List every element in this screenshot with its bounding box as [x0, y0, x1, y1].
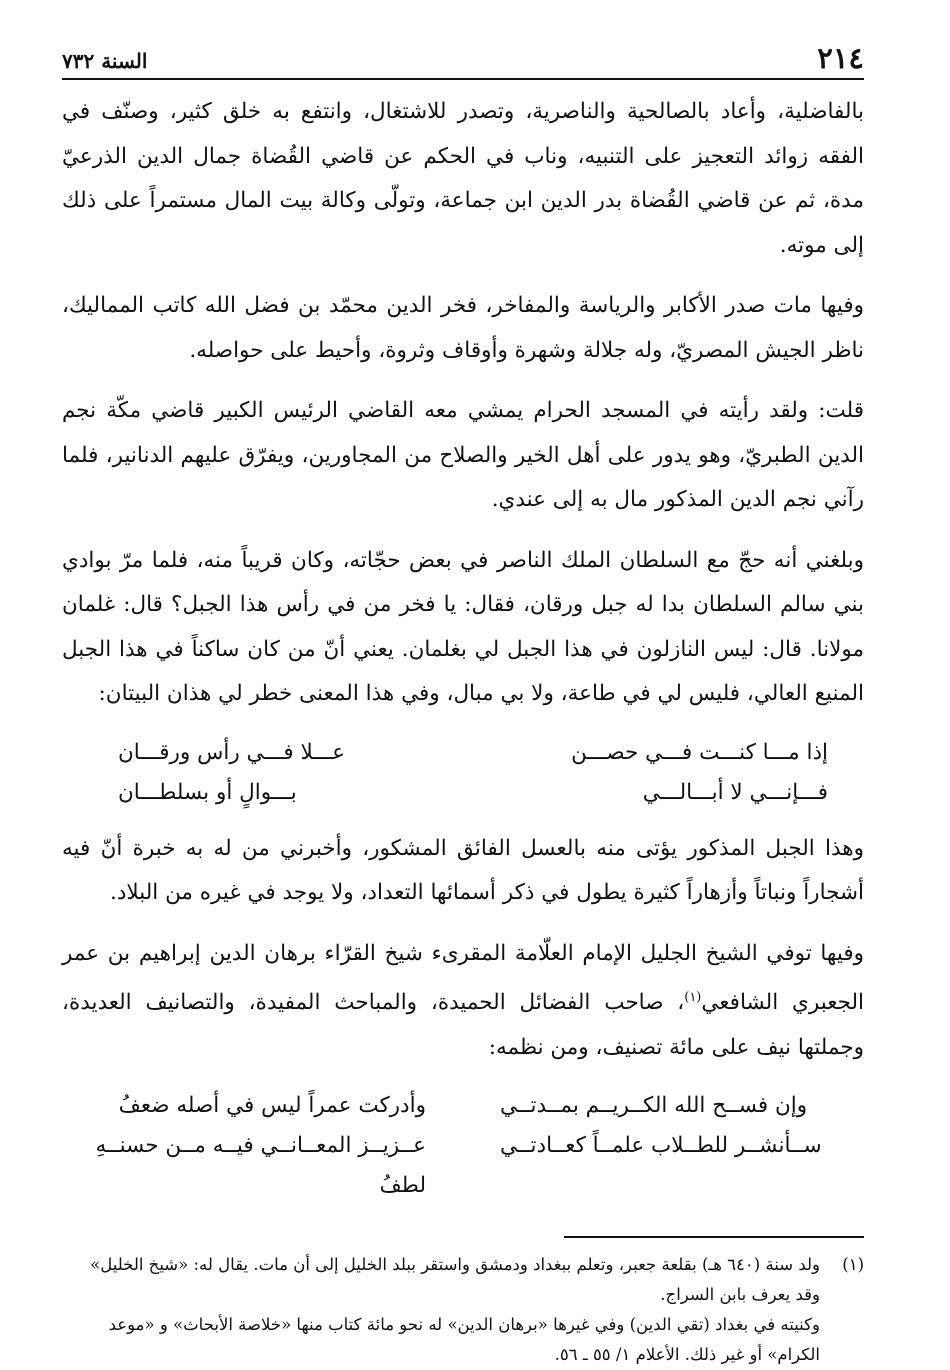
paragraph: بالفاضلية، وأعاد بالصالحية والناصرية، وتصدر للاشتغال، وانتفع به خلق كثير، وصنّف في الفقه زوائد التعجيز على التنبيه، وناب في الحكم عن قاضي القُضاة جمال الدين الذرعيّ مدة، ثم عن قاضي القُضاة بدر الدين ابن جماعة، وتولّى وكالة بيت المال مستمراً على ذلك إلى موته. [62, 99, 864, 258]
paragraph: قلت: ولقد رأيته في المسجد الحرام يمشي معه القاضي الرئيس الكبير قاضي مكّة نجم الدين الطبريّ، وهو يدور على أهل الخير والصلاح من المجاورين، ويفرّق عليهم الدنانير، فلما رآني نجم الدين المذكور مال به إلى عندي. [62, 398, 864, 512]
verse-second-hemistich: عـــلا فـــي رأس ورقـــان [118, 739, 346, 765]
book-page [62, 34, 864, 1370]
verse-line [62, 1086, 864, 1126]
footnotes [62, 1250, 864, 1370]
verse-first-hemistich: ســأنشــر للطــلاب علمــاً كعــادتــي [500, 1133, 822, 1159]
paragraph-text: وفيها توفي الشيخ الجليل الإمام العلّامة المقرىء شيخ القرّاء برهان الدين إبراهيم بن عمر الجعبري الشافعي [62, 940, 864, 1016]
verse-second-hemistich: عــزيــز المعــانــي فيــه مــن حسنــهِ لطفُ [95, 1133, 426, 1199]
verse-line [62, 733, 864, 773]
paragraph: وهذا الجبل المذكور يؤتى منه بالعسل الفائق المشكور، وأخبرني من له به خبرة أنّ فيه أشجاراً ونباتاً وأزهاراً كثيرة يطول في ذكر أسمائها التعداد، ولا يوجد في غيره من البلاد. [62, 835, 864, 905]
verse-second-hemistich: وأدركت عمراً ليس في أصله ضعفُ [118, 1093, 426, 1119]
verse-line [62, 773, 864, 813]
verse-first-hemistich: إذا مـــا كنـــت فـــي حصـــن [571, 739, 828, 765]
verse-line [62, 1126, 864, 1206]
paragraph: وفيها مات صدر الأكابر والرياسة والمفاخر، فخر الدين محمّد بن فضل الله كاتب المماليك، ناظر الجيش المصريّ، وله جلالة وشهرة وأوقاف وثروة، وأحيط على حواصله. [62, 293, 864, 363]
page-header [62, 34, 864, 80]
verse-first-hemistich: وإن فســح الله الكــريــم بمــدتــي [500, 1093, 808, 1119]
paragraph-text: ، صاحب الفضائل الحميدة، والمباحث المفيدة، والتصانيف العديدة، وجملتها نيف على مائة تصنيف، ومن نظمه: [62, 990, 864, 1060]
poem-verses [62, 733, 864, 813]
footnote-divider [564, 1236, 864, 1238]
paragraph-scholar [62, 932, 864, 1071]
footnote-reference: (١) [684, 990, 702, 1005]
page-body [62, 90, 864, 1206]
footnote-text: ولد سنة (٦٤٠ هـ) بقلعة جعبر، وتعلم ببغداد ودمشق واستقر ببلد الخليل إلى أن مات. يقال له: «شيخ الخليل» وقد يعرف بابن السراج. [90, 1255, 820, 1305]
footnote-continuation: وكنيته في بغداد (تقي الدين) وفي غيرها «برهان الدين» له نحو مائة كتاب منها «خلاصة الأبحاث» و «موعد الكرام» أو غير ذلك. الأعلام ١/ ٥٥ ـ ٥٦. [108, 1315, 820, 1365]
footnote [62, 1250, 864, 1310]
running-title-year: السنة ٧٣٢ [62, 49, 148, 73]
verse-second-hemistich: بـــوالٍ أو بسلطـــان [118, 779, 297, 805]
paragraph: وبلغني أنه حجّ مع السلطان الملك الناصر في بعض حجّاته، وكان قريباً منه، فلما مرّ بوادي بني سالم السلطان بدا له جبل ورقان، فقال: يا فخر من في رأس هذا الجبل؟ قال: غلمان مولانا. قال: ليس النازلون في هذا الجبل لي بغلمان. يعني أنّ من كان ساكناً في هذا الجبل المنيع العالي، فليس لي في طاعة، ولا بي مبال، وفي هذا المعنى خطر لي هذان البيتان: [62, 547, 864, 706]
verse-first-hemistich: فـــإنـــي لا أبـــالـــي [642, 779, 828, 805]
poem-verses [62, 1086, 864, 1206]
footnote-number: (١) [842, 1255, 864, 1275]
page-number: ٢١٤ [817, 41, 864, 75]
